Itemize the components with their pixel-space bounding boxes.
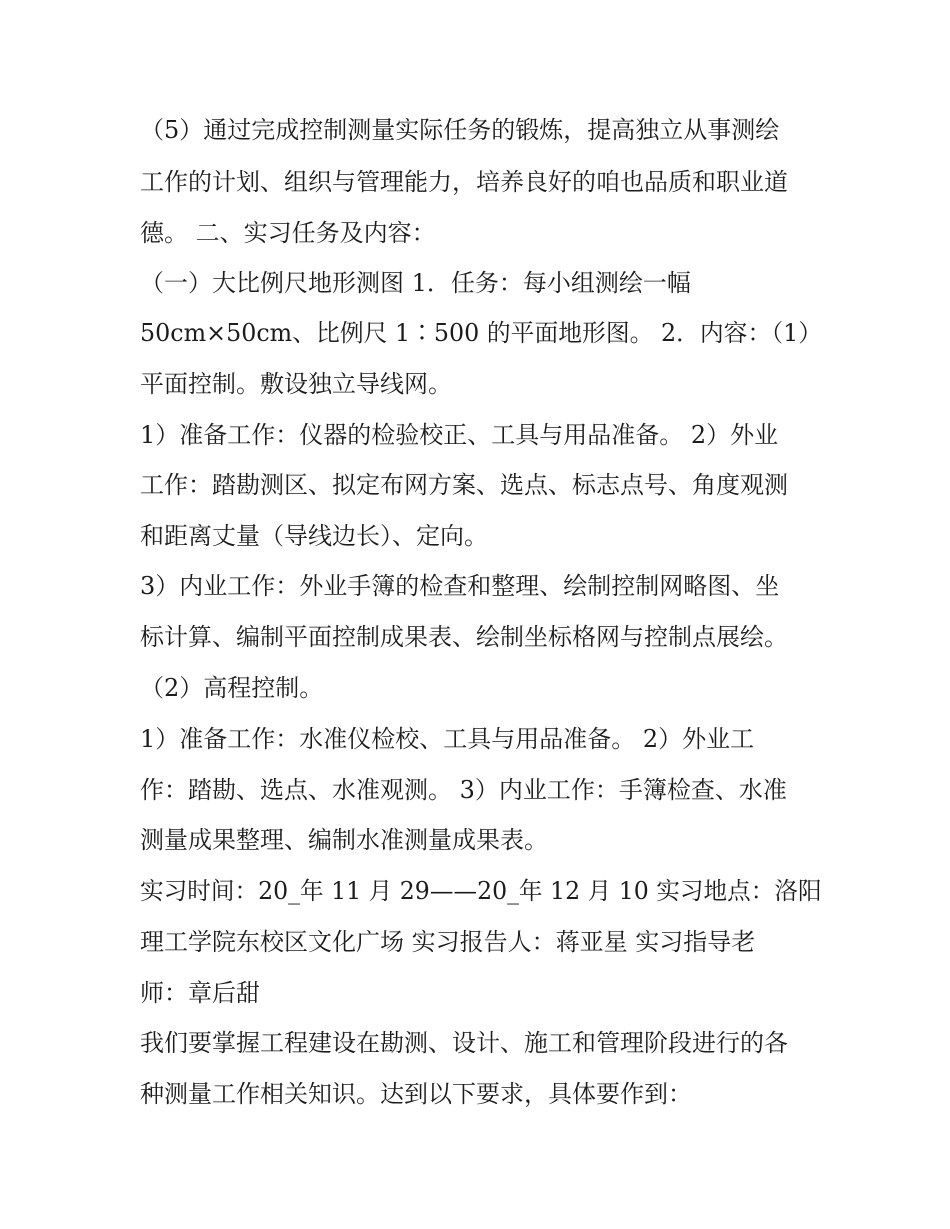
text-line: 工作的计划、组织与管理能力，培养良好的咱也品质和职业道 xyxy=(140,168,788,196)
text-line: 实习时间：20_年 11 月 29——20_年 12 月 10 实习地点：洛阳 xyxy=(140,877,822,905)
text-line: 作：踏勘、选点、水准观测。 3）内业工作：手簿检查、水准 xyxy=(140,776,787,804)
text-line: 测量成果整理、编制水准测量成果表。 xyxy=(140,826,548,854)
text-line: 标计算、编制平面控制成果表、绘制坐标格网与控制点展绘。 xyxy=(140,623,788,651)
text-line: 1）准备工作：水准仪检校、工具与用品准备。 2）外业工 xyxy=(140,725,755,753)
text-line: 德。 二、实习任务及内容： xyxy=(140,219,436,247)
text-line: （2）高程控制。 xyxy=(140,674,324,702)
text-line: （一）大比例尺地形测图 1．任务：每小组测绘一幅 xyxy=(140,269,691,297)
text-line: （5）通过完成控制测量实际任务的锻炼，提高独立从事测绘 xyxy=(140,116,780,144)
text-line: 1）准备工作：仪器的检验校正、工具与用品准备。 2）外业 xyxy=(140,421,779,449)
text-line: 理工学院东校区文化广场 实习报告人：蒋亚星 实习指导老 xyxy=(140,928,756,956)
text-line: 和距离丈量（导线边长）、定向。 xyxy=(140,522,488,550)
text-line: 平面控制。敷设独立导线网。 xyxy=(140,370,452,398)
text-line: 50cm×50cm、比例尺 1∶500 的平面地形图。 2．内容：（1） xyxy=(140,319,823,347)
text-line: 3）内业工作：外业手簿的检查和整理、绘制控制网略图、坐 xyxy=(140,572,780,600)
text-line: 师：章后甜 xyxy=(140,979,260,1007)
text-line: 工作：踏勘测区、拟定布网方案、选点、标志点号、角度观测 xyxy=(140,471,788,499)
text-line: 我们要掌握工程建设在勘测、设计、施工和管理阶段进行的各 xyxy=(140,1029,788,1057)
text-line: 种测量工作相关知识。达到以下要求，具体要作到： xyxy=(140,1080,692,1108)
